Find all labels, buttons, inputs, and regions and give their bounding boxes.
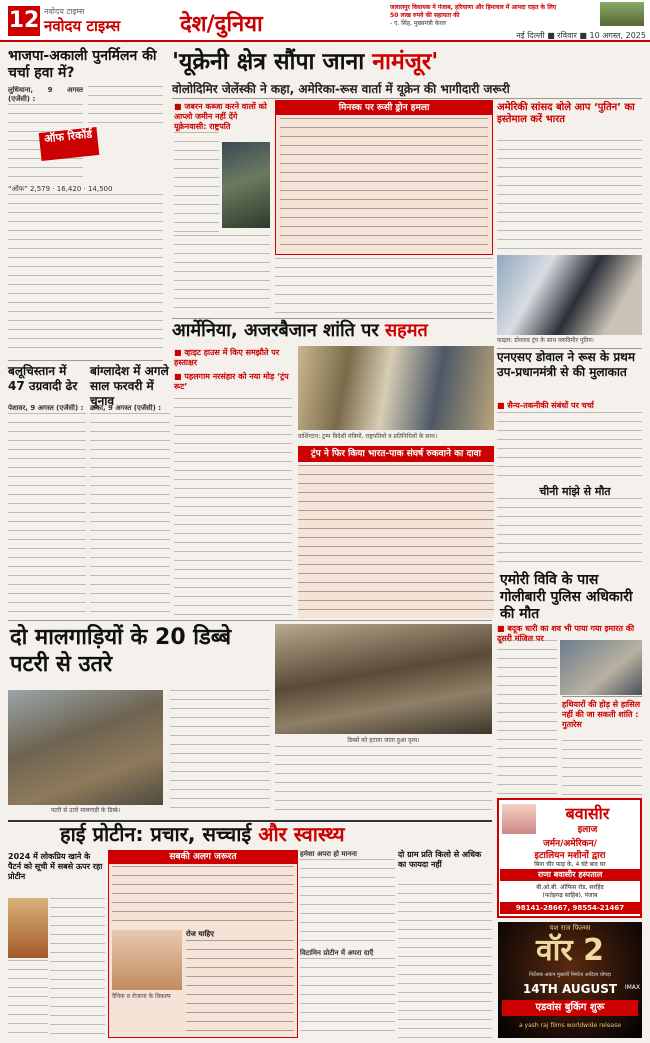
war2-footer: a yash raj films worldwide release [518,1022,622,1029]
top-news-byline: - ए. सिंह, मुख्यमंत्री केरल [390,20,446,27]
clinic-ad-brand: राणा बवासीर हस्पताल [500,869,640,881]
text-lines [170,690,270,815]
balochistan-headline: बलूचिस्तान में 47 उग्रवादी ढेर [8,364,78,393]
us-lawmakers-headline [497,102,642,126]
zelensky-photo [222,142,270,228]
stat-1: 2,579 [30,185,51,193]
divider [497,348,642,349]
text-lines [497,640,557,795]
city-date: नई दिल्ली ■ रविवार ■ 10 अगस्त, 2025 [516,31,646,40]
trump-claim-text [298,465,494,618]
text-lines [186,940,294,1035]
brand-small: नवोदय टाइम्स [44,7,85,16]
bangladesh-text [90,404,170,614]
zelensky-text-2 [174,235,270,313]
protein-chart-img [112,930,182,990]
nsa-sub: ■ सैन्य-तकनीकी संबंधों पर चर्चा [497,401,594,410]
trains-text-2 [275,746,492,816]
armenia-caption: वाशिंगटन: ट्रम्प विदेशी मंत्रियों, राष्ट्रपतियों व प्रतिनिधियों के साथ। [298,433,438,440]
text-lines [174,235,270,313]
spacer [398,920,399,921]
page-number: 12 [8,6,40,36]
text-lines [300,859,395,949]
text-lines [280,118,488,248]
divider [8,360,163,361]
balochistan-dateline: पेशावर, 9 अगस्त (एजेंसी) : [8,404,84,412]
text-lines [497,412,642,482]
protein-food-photo [8,898,48,958]
protein-sub3: विटामिन प्रोटीन में अपरा दाएँ [300,949,374,957]
stat-2: 16,420 [56,185,82,193]
text-lines [8,413,86,613]
balochistan-text [8,404,86,614]
protein-caption: दैनिक व रोजाना के विकल्प [112,993,171,1000]
text-lines [300,958,395,1038]
trains-text [170,690,270,815]
main-headline [172,48,642,76]
clinic-ad-line3: बिना चीर फाड़ के, 4 घंटे बाद घर [534,861,606,868]
masthead-photo [600,2,644,26]
clinic-ad-addr2: (फतेहगढ़ साहिब), पंजाब [542,892,598,899]
armenia-text [174,398,292,618]
protein-left-text [50,898,105,1038]
war2-release: 14TH AUGUST [522,982,618,996]
text-lines [398,884,492,1038]
minsk-box-title: मिनस्क पर रूसी ड्रोन हमला [276,101,492,115]
clinic-ad-title: बवासीर [565,804,610,823]
armenia-headline-part1: आर्मेनिया, अजरबैजान शांति पर [172,320,385,341]
protein-mid-text [300,850,395,1038]
guterres-headline: हथियारों की होड़ से हासिल नहीं की जा सकती शांति : गुतारेस [562,700,641,729]
main-continued [275,258,493,316]
armenia-photo [298,346,494,430]
doctor-photo [502,804,536,834]
top-news-text: जलालपुर विधायक ने पंजाब, हरियाणा और हिमाचल में आपदा राहत के लिए 50 लाख रुपये की सहायता की [390,4,557,19]
text-lines [275,258,493,314]
text-lines [497,140,642,250]
chinese-manjha-headline: चीनी मांझे से मौत [539,485,611,498]
text-lines [174,398,292,618]
manjha-text [497,498,642,568]
clinic-ad-sub: इलाज [577,825,598,835]
emory-sub: ■ बदूक धारी का शव भी पाया गया इमारत की दूसरी मंजिल पर [497,624,635,643]
protein-sub2: हमेशा अपरा हो मानना [300,850,357,858]
nsa-text [497,412,642,482]
text-lines [8,194,163,354]
trains-photo-2 [275,624,492,734]
clinic-ad-addr: बी.ओ.बी. ऑफिस रोड, सरहिंद [536,884,604,891]
trains-caption-2: डिब्बों को हटाया जाता हुआ दृश्य। [347,737,420,744]
text-lines [497,498,642,568]
war2-title: वॉर 2 [535,933,605,968]
main-headline-part2: नामंजूर' [372,49,439,75]
bullet-zelensky: ■ जबरन कब्जा करने वालों को आप्लो जमीन नहीं देंगे यूक्रेनवासी: राष्ट्रपति [174,102,267,131]
divider [562,696,642,697]
divider [172,98,642,99]
trump-putin-photo [497,255,642,335]
protein-headline-part2: और स्वास्थ्य [258,822,345,846]
text-lines [275,746,492,816]
emory-text [497,640,557,795]
protein-box-text [112,866,294,926]
us-lawmakers-text [497,140,642,250]
left-headline: भाजपा-अकाली पुनर्मिलन की चर्चा हवा में? [8,48,157,81]
brand-name: नवोदय टाइम्स [44,17,121,35]
trains-caption-1: पटरी से उतरे मालगाड़ी के डिब्बे। [50,807,121,814]
protein-left-headline: 2024 में लोकप्रिय खाने के पैटर्न को सूची में सबसे ऊपर रहा प्रोटीन [8,852,103,881]
section-title: देश/दुनिया [180,12,263,37]
left-article-2 [88,86,163,126]
stat-line: “ऑफ” 2,579 · 16,420 · 14,500 [8,185,113,193]
text-lines [50,898,105,1038]
divider [172,318,494,319]
protein-right-text [398,884,492,1038]
protein-left-text-2 [8,960,48,1038]
armenia-headline-part2: सहमत [384,320,428,341]
emory-photo [560,640,642,695]
protein-box-text-2 [186,940,294,1035]
us-lawmakers-headline-text: अमेरिकी सांसद बोले आप ‘पुतिन’ का इस्तेमाल करें भारत [497,102,635,125]
war2-formats: IMAX [624,984,640,991]
war2-director: निर्देशक अयान मुखर्जी निर्माता आदित्य चोपड़ा [529,972,611,978]
text-lines [112,866,294,926]
war2-booking[interactable]: एडवांस बुकिंग शुरू [502,1000,638,1016]
trains-photo-1 [8,690,163,805]
armenia-headline [172,320,494,342]
text-lines [562,740,642,795]
bangladesh-dateline: ढाका, 9 अगस्त (एजेंसी) : [90,404,162,412]
text-lines [174,132,219,232]
clinic-ad-phone[interactable]: 98141-28667, 98554-21467 [500,902,640,914]
protein-box-title: सबकी अलग जरूरत [109,851,297,864]
stat-3: 14,500 [87,185,113,193]
left-article-3 [8,185,163,355]
war2-banner: यश राज फिल्म्स [549,924,591,932]
minsk-text [280,118,488,250]
divider [8,620,492,621]
offrecord-badge: ऑफ रिकॉर्ड [39,127,100,161]
text-lines [8,960,48,1038]
guterres-text [562,740,642,795]
nsa-headline: एनएसए डोवाल ने रूस के प्रथम उप-प्रधानमंत्री से की मुलाकात [497,350,635,379]
armenia-bullet-2: ■ पहलगाम नरसंहार को नया मोड़ ‘ट्रंप रूट’ [174,372,289,391]
main-headline-part1: 'यूक्रेनी क्षेत्र सौंपा जाना [172,49,373,75]
trump-claim-box: ट्रंप ने फिर किया भारत-पाक संघर्ष रुकवाने का दावा [298,446,494,462]
text-lines [90,413,170,613]
protein-right-headline: दो ग्राम प्रति किलो से अधिक का फायदा नहीं [398,850,482,869]
text-lines [88,86,163,124]
trains-headline: दो मालगाड़ियों के 20 डिब्बे पटरी से उतरे [10,625,232,677]
emory-headline: एमोरी विवि के पास गोलीबारी पुलिस अधिकारी की मौत [500,572,633,622]
main-subheadline: वोलोदिमिर जेलेंस्की ने कहा, अमेरिका-रूस वार्ता में यूक्रेन की भागीदारी जरूरी [172,82,510,96]
protein-headline-part1: हाई प्रोटीन: प्रचार, सच्चाई [60,822,259,846]
bangladesh-headline: बांग्लादेश में अगले साल फरवरी में चुनाव [90,364,169,408]
text-lines [298,465,494,615]
trump-putin-caption: फाइल: डोनाल्ड ट्रंप के साथ व्लादिमीर पुतिन। [497,337,594,344]
clinic-ad-line2: इटालियन मशीनों द्वारा [534,851,606,861]
top-news [390,4,560,28]
armenia-bullet-1: ■ व्हाइट हाउस में किए समझौते पर हस्ताक्षर [174,348,280,367]
protein-headline [60,822,490,846]
protein-sub1: रोज चाहिए [186,930,214,938]
clinic-ad-line1: जर्मन/अमेरिकन/ [543,839,597,849]
left-dateline: लुधियाना, 9 अगस्त (एजेंसी) : [8,86,83,103]
zelensky-text [174,132,219,232]
